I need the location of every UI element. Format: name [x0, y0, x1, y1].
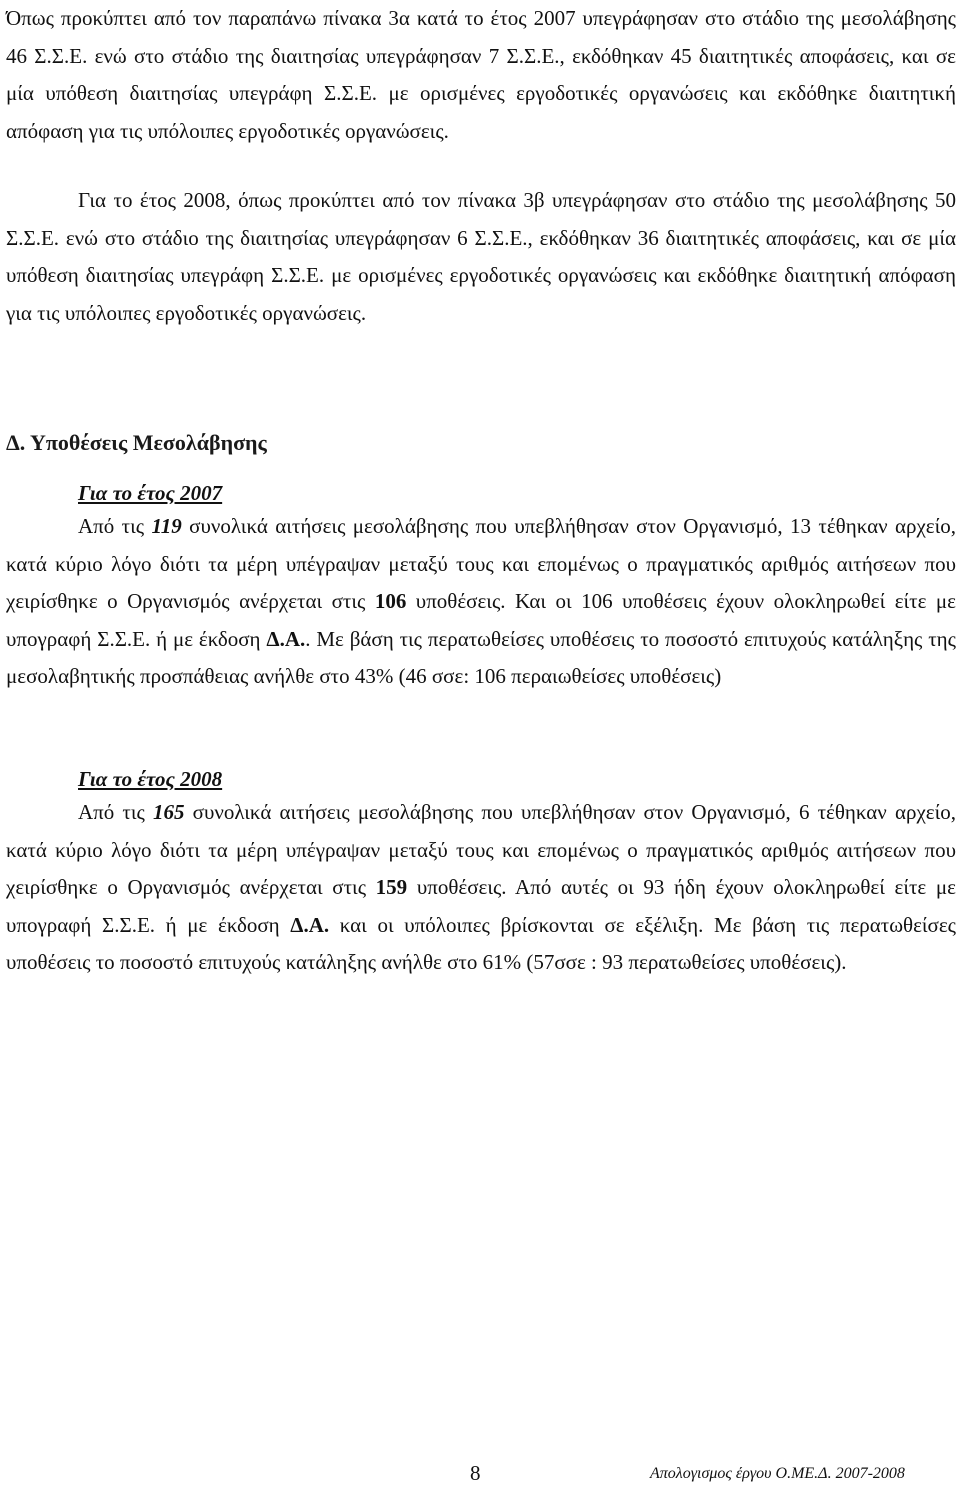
text-run: συνολικά αιτήσεις μεσολάβησης που υπεβλήθησαν στον Οργανισμό, 13 τέθηκαν αρχείο, κατά κύριο λόγο διότι τα μέρη υπέγραψαν μεταξύ τους και επομένως ο πραγματικός αριθμός αιτήσεων που χειρίσθηκε ο Οργανισμός ανέρχεται στις: [6, 514, 956, 613]
text-run: . Με βάση τις περατωθείσες υποθέσεις το ποσοστό επιτυχούς κατάληξης της μεσολαβητικής προσπάθειας ανήλθε στο 43% (46 σσε: 106 περαιωθείσες υποθέσεις): [6, 626, 956, 688]
text-run: συνολικά αιτήσεις μεσολάβησης που υπεβλήθησαν στον Οργανισμό, 6 τέθηκαν αρχείο, κατά κύριο λόγο διότι τα μέρη υπέγραψαν μεταξύ τους και επομένως ο πραγματικός αριθμός αιτήσεων που χειρίσθηκε ο Οργανισμός ανέρχεται στις: [6, 800, 956, 899]
da-abbrev: Δ.Α.: [290, 912, 330, 937]
text-run: και οι υπόλοιπες βρίσκονται σε εξέλιξη. Με βάση τις περατωθείσες υποθέσεις το ποσοστό επιτυχούς κατάληξης ανήλθε στο 61% (57σσε : 93 περατωθείσες υποθέσεις).: [6, 912, 956, 974]
year-2008-heading: Για το έτος 2008: [78, 767, 223, 791]
handled-cases-2008: 159: [375, 875, 408, 899]
paragraph-2007-mediation: [6, 508, 956, 696]
handled-cases-2007: 106: [374, 589, 407, 613]
footer-document-title: Απολογισμος έργου Ο.ΜΕ.Δ. 2007-2008: [650, 1465, 905, 1482]
paragraph-2008-mediation: [6, 794, 956, 982]
paragraph-2007-summary: Όπως προκύπτει από τον παραπάνω πίνακα 3α κατά το έτος 2007 υπεγράφησαν στο στάδιο της μεσολάβησης 46 Σ.Σ.Ε. ενώ στο στάδιο της διαιτησίας υπεγράφησαν 7 Σ.Σ.Ε., εκδόθηκαν 45 διαιτητικές αποφάσεις, και σε μία υπόθεση διαιτησίας υπεγράφη Σ.Σ.Ε. με ορισμένες εργοδοτικές οργανώσεις και εκδόθηκε διαιτητική απόφαση για τις υπόλοιπες εργοδοτικές οργανώσεις.: [6, 6, 956, 143]
text-run: υποθέσεις. Από αυτές οι 93 ήδη έχουν ολοκληρωθεί είτε με υπογραφή Σ.Σ.Ε. ή με έκδοση: [6, 875, 956, 937]
section-heading: Δ. Υποθέσεις Μεσολάβησης: [6, 430, 267, 455]
year-2007-heading: Για το έτος 2007: [78, 481, 223, 505]
text-run: Από τις: [78, 800, 153, 824]
text-run: Από τις: [78, 514, 152, 538]
total-requests-2008: 165: [152, 800, 185, 824]
da-abbrev: Δ.Α.: [266, 626, 306, 651]
page-number: 8: [470, 1461, 481, 1485]
total-requests-2007: 119: [151, 514, 182, 538]
paragraph-2008-summary: Για το έτος 2008, όπως προκύπτει από τον πίνακα 3β υπεγράφησαν στο στάδιο της μεσολάβησης 50 Σ.Σ.Ε. ενώ στο στάδιο της διαιτησίας υπεγράφησαν 6 Σ.Σ.Ε., εκδόθηκαν 36 διαιτητικές αποφάσεις, και σε μία υπόθεση διαιτησίας υπεγράφη Σ.Σ.Ε. με ορισμένες εργοδοτικές οργανώσεις και εκδόθηκε διαιτητική απόφαση για τις υπόλοιπες εργοδοτικές οργανώσεις.: [6, 188, 956, 325]
text-run: υποθέσεις. Και οι 106 υποθέσεις έχουν ολοκληρωθεί είτε με υπογραφή Σ.Σ.Ε. ή με έκδοση: [6, 589, 956, 651]
